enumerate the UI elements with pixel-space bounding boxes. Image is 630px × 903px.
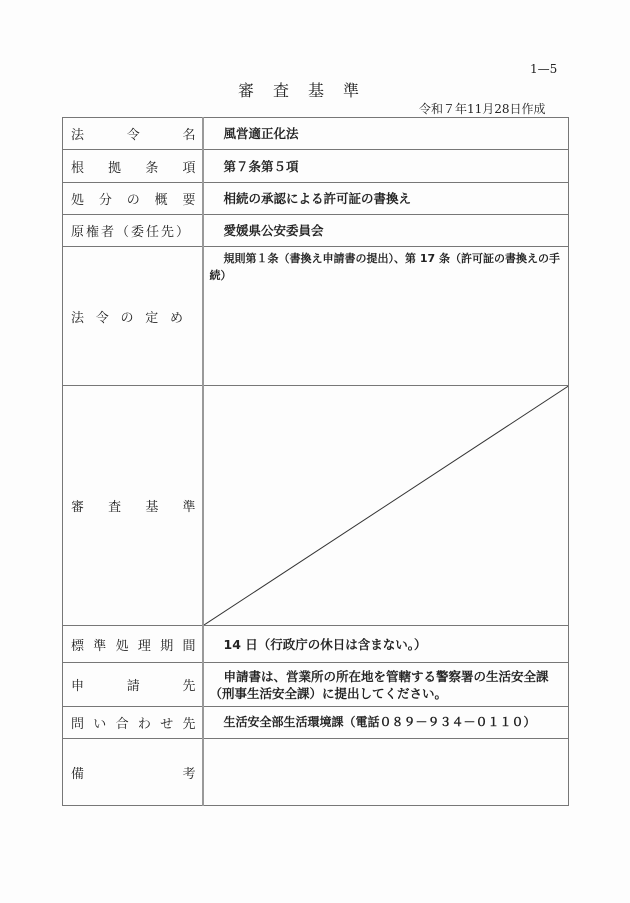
label-char: い — [93, 717, 107, 732]
label-char: 処 — [71, 193, 85, 208]
label-char: め — [169, 310, 183, 326]
label-char: 間 — [182, 638, 196, 654]
label-char: 審 — [71, 500, 85, 515]
label-char: 理 — [137, 638, 151, 654]
label-char: 令 — [126, 128, 140, 143]
review-standards-table — [62, 117, 569, 806]
label-char: 法 — [71, 128, 85, 143]
label-basis-article — [63, 150, 203, 183]
label-char: の — [120, 310, 134, 326]
label-disposition-summary — [63, 183, 203, 215]
label-char: 期 — [160, 638, 174, 654]
value-standard-processing-period: 14 日（行政庁の休日は含まない。） — [203, 626, 569, 663]
label-char: 分 — [98, 193, 112, 208]
table-row-application-destination — [63, 663, 569, 707]
value-basis-article: 第７条第５項 — [203, 150, 569, 183]
label-char: 査 — [108, 500, 122, 515]
label-char: 準 — [93, 638, 107, 654]
label-char: 原権者（委任先） — [71, 225, 192, 240]
label-char: 備 — [71, 766, 85, 782]
label-char: せ — [160, 717, 174, 732]
label-char: 定 — [145, 310, 159, 326]
value-application-destination: 申請書は、営業所の所在地を管轄する警察署の生活安全課（刑事生活安全課）に提出してください。 — [203, 663, 569, 707]
label-char: 令 — [95, 310, 109, 326]
label-char: 基 — [145, 500, 159, 515]
value-inquiries: 生活安全部生活環境課（電話０８９－９３４－０１１０） — [203, 707, 569, 739]
table-row-disposition-summary — [63, 183, 569, 215]
label-char: 名 — [182, 128, 196, 143]
document-title: 審査基準 — [238, 81, 379, 100]
label-char: わ — [137, 717, 151, 732]
value-legal-provisions: 規則第１条（書換え申請書の提出）、第 17 条（許可証の書換えの手続） — [203, 247, 569, 386]
label-char: 拠 — [108, 160, 122, 176]
label-char: 要 — [182, 193, 196, 208]
table-row-standard-processing-period — [63, 626, 569, 663]
label-inquiries — [63, 707, 203, 739]
label-char: 根 — [71, 160, 85, 176]
value-disposition-summary: 相続の承認による許可証の書換え — [203, 183, 569, 215]
label-char: 概 — [154, 193, 168, 208]
label-char: 標 — [71, 638, 85, 654]
label-char: 申 — [71, 679, 85, 694]
label-application-destination — [63, 663, 203, 707]
diagonal-strike-line — [204, 386, 569, 625]
label-char: 先 — [182, 679, 196, 694]
value-review-standards-not-applicable — [203, 386, 569, 626]
table-row-original-authority — [63, 215, 569, 247]
table-row-review-standards — [63, 386, 569, 626]
label-char: 法 — [71, 310, 85, 326]
table-row-legal-provisions — [63, 247, 569, 386]
label-legal-provisions — [63, 247, 203, 386]
table-row-inquiries — [63, 707, 569, 739]
label-char: 条 — [145, 160, 159, 176]
label-law-name — [63, 118, 203, 150]
label-remarks — [63, 739, 203, 806]
label-char: 処 — [115, 638, 129, 654]
label-char: 準 — [182, 500, 196, 515]
created-date: 令和７年11月28日作成 — [419, 102, 546, 116]
label-char: 先 — [182, 717, 196, 732]
label-char: の — [126, 193, 140, 208]
label-standard-processing-period — [63, 626, 203, 663]
table-row-law-name — [63, 118, 569, 150]
label-char: 請 — [126, 679, 140, 694]
label-review-standards — [63, 386, 203, 626]
label-char: 問 — [71, 717, 85, 732]
label-char: 考 — [182, 766, 196, 782]
value-law-name: 風営適正化法 — [203, 118, 569, 150]
table-row-basis-article — [63, 150, 569, 183]
label-char: 項 — [182, 160, 196, 176]
value-remarks — [203, 739, 569, 806]
value-original-authority: 愛媛県公安委員会 — [203, 215, 569, 247]
label-char: 合 — [115, 717, 129, 732]
page-number: 1—5 — [530, 62, 558, 76]
table-row-remarks — [63, 739, 569, 806]
label-original-authority — [63, 215, 203, 247]
